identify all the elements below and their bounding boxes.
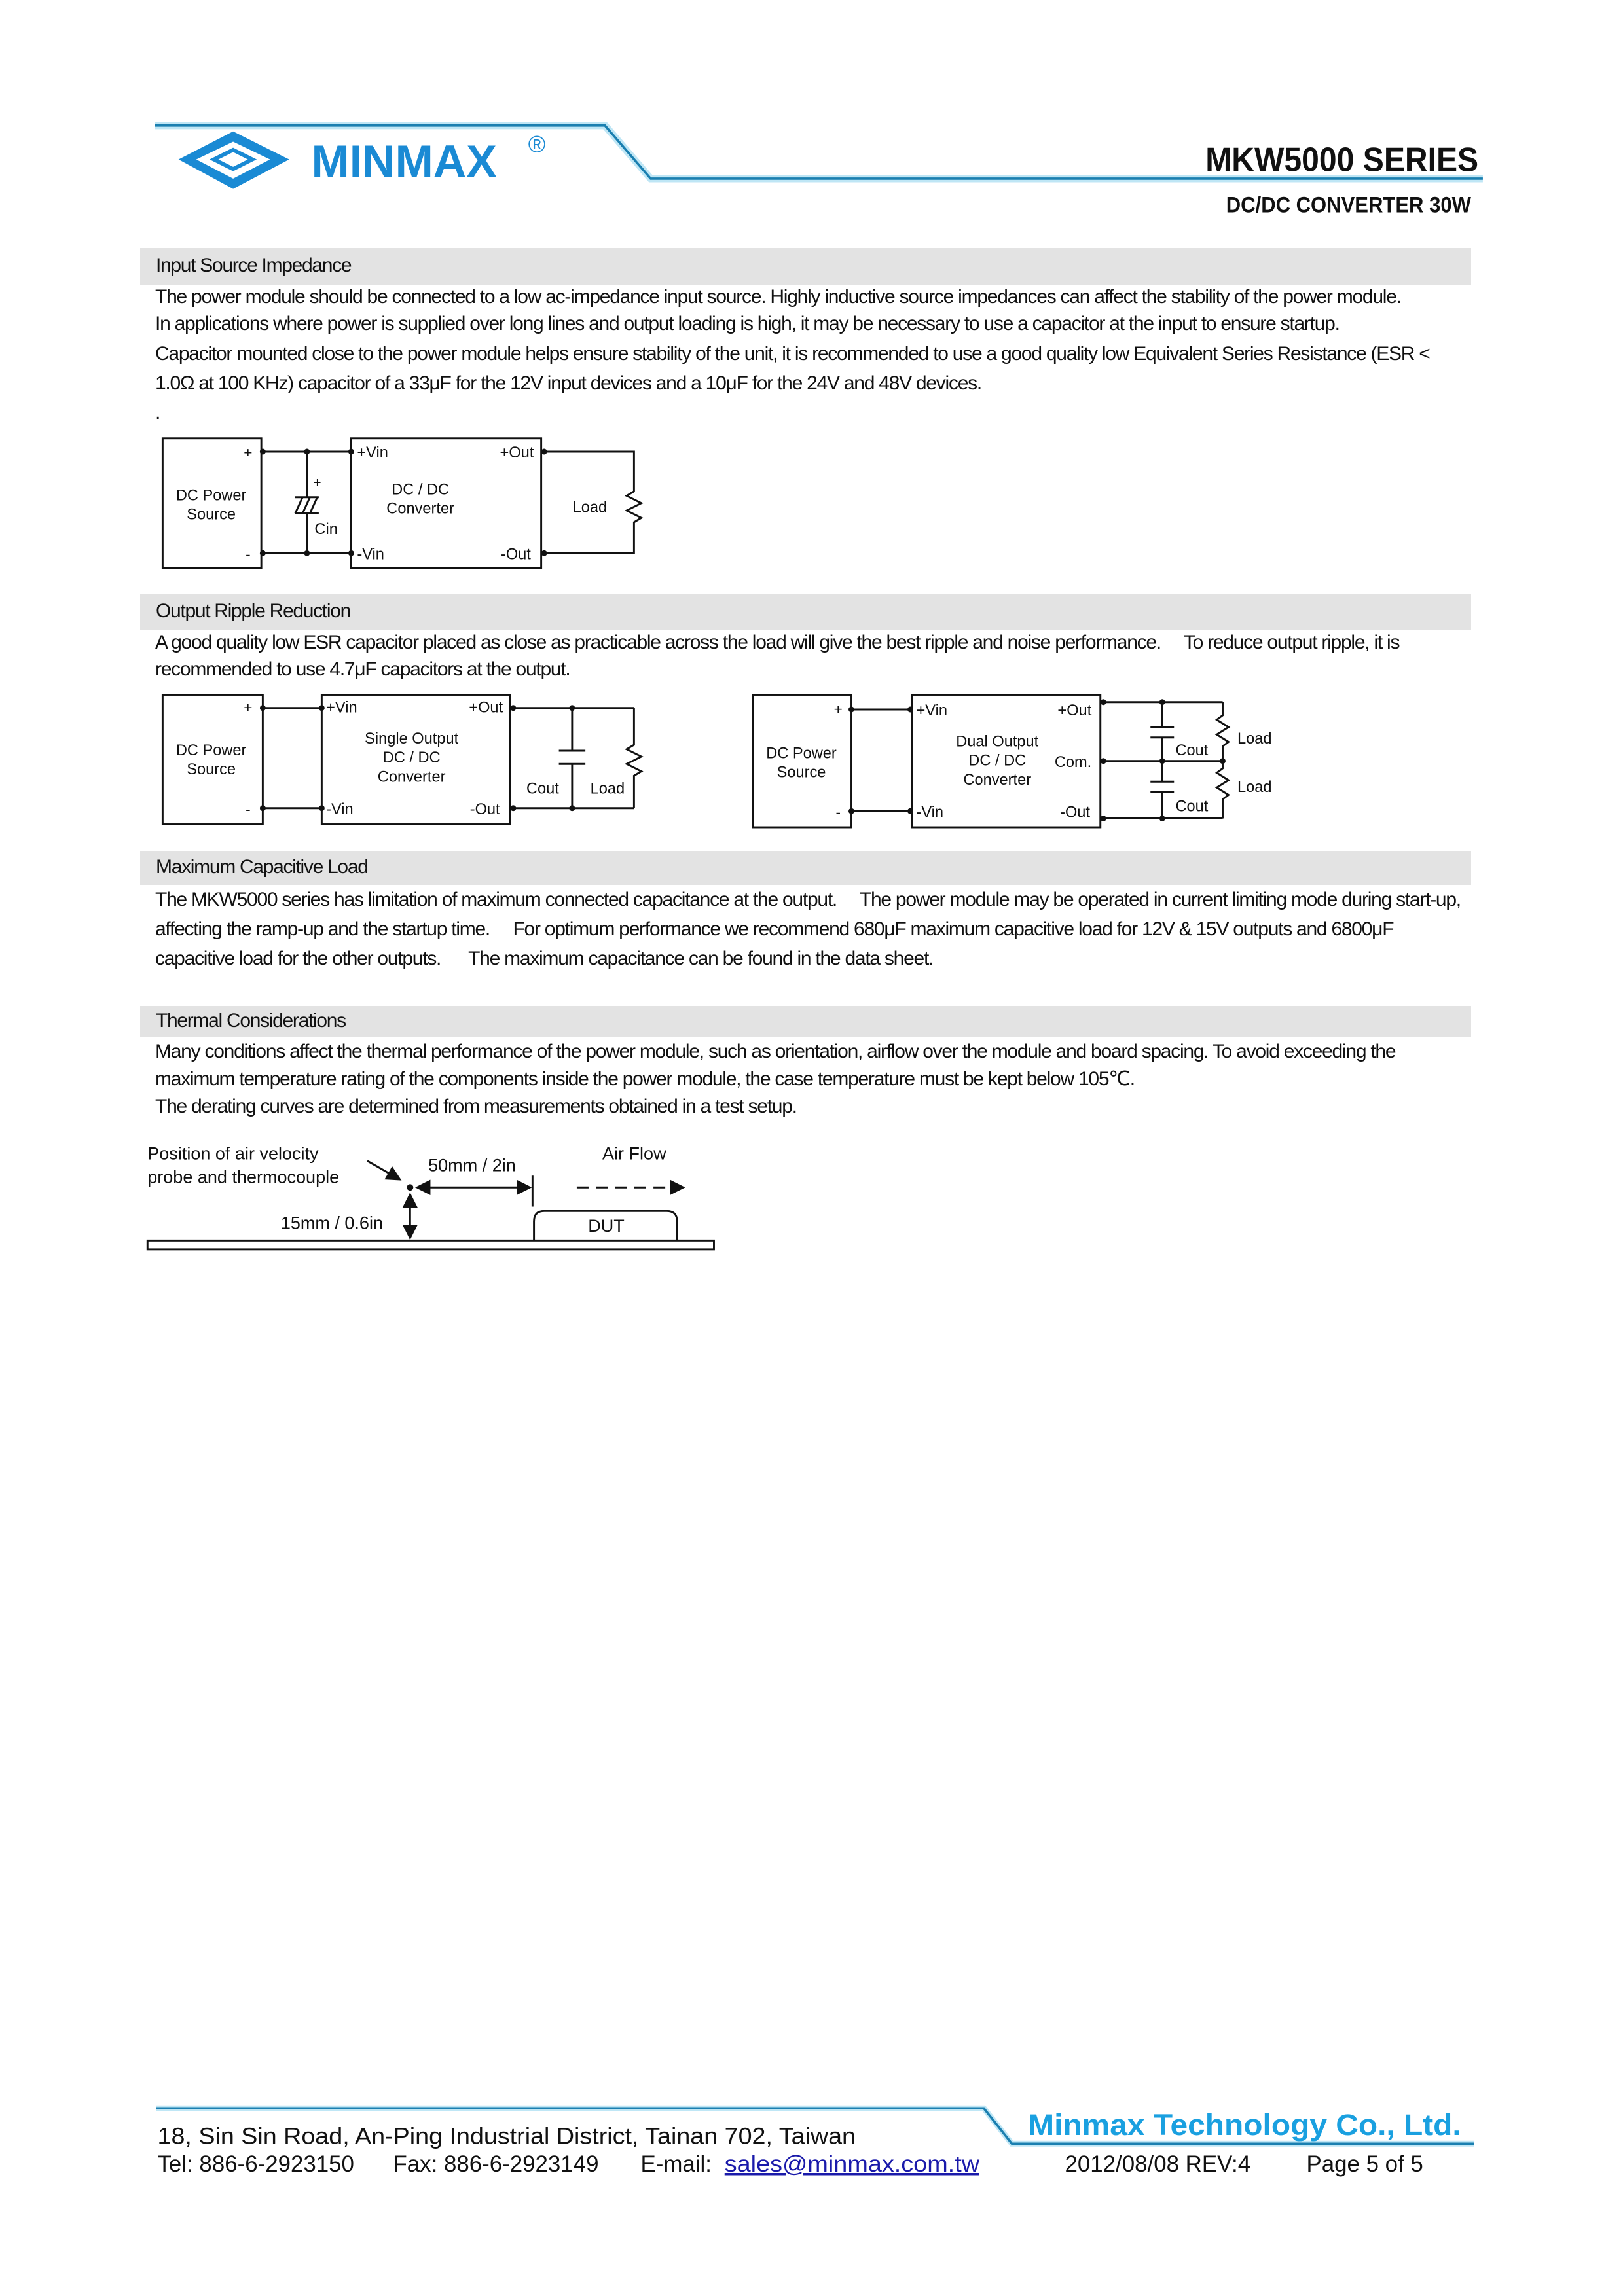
single-output-circuit-diagram (147, 686, 657, 833)
dual-output-circuit-diagram (745, 686, 1276, 833)
vin-minus-label: -Vin (326, 800, 354, 818)
source-plus-label: + (833, 700, 843, 717)
vin-plus-label: +Vin (357, 444, 388, 461)
converter-label: Dual Output (956, 733, 1039, 751)
company-tel: Tel: 886-6-2923150 (157, 2151, 354, 2177)
section-title: Output Ripple Reduction (156, 600, 350, 622)
converter-label: DC / DC (382, 749, 441, 766)
thermal-test-setup-diagram (140, 1128, 723, 1261)
section-header-input-source-impedance (140, 248, 1471, 285)
section-title: Thermal Considerations (156, 1010, 346, 1031)
page-footer (0, 2095, 1623, 2183)
minmax-logo-icon (179, 132, 289, 189)
section-header-thermal-considerations (140, 1006, 1471, 1037)
body-text-line: 1.0Ω at 100 KHz) capacitor of a 33μF for the 12V input devices and a 10μF for the 24V and 48V devices. (155, 372, 981, 394)
email-link[interactable]: sales@minmax.com.tw (724, 2151, 980, 2177)
load-label: Load (1237, 730, 1272, 747)
section-header-output-ripple-reduction (140, 594, 1471, 630)
source-label: Source (776, 764, 826, 781)
body-text-line: affecting the ramp-up and the startup time. For optimum performance we recommend 680μF maximum capacitive load for 12V & 15V outputs and 6800μF (155, 918, 1394, 940)
airflow-label: Air Flow (602, 1143, 666, 1164)
source-minus-label: - (835, 804, 841, 821)
source-plus-label: + (244, 444, 253, 461)
converter-label: Converter (386, 500, 454, 518)
body-text-line: capacitive load for the other outputs. The maximum capacitance can be found in the data sheet. (155, 948, 934, 969)
body-text-line: . (155, 402, 160, 423)
converter-label: DC / DC (968, 752, 1027, 770)
out-minus-label: -Out (1060, 804, 1090, 821)
page-header (0, 0, 1623, 236)
source-label: DC Power (175, 487, 247, 505)
body-text-line: The power module should be connected to a low ac-impedance input source. Highly inductive source impedances can affect the stability of the power module. (155, 286, 1401, 308)
out-minus-label: -Out (469, 800, 500, 818)
out-plus-label: +Out (500, 444, 534, 461)
test-board (147, 1240, 714, 1249)
load-resistor-icon (627, 708, 642, 808)
email-label: E-mail: (640, 2151, 712, 2177)
cout-label: Cout (1175, 798, 1209, 816)
cap-plus-label: + (313, 476, 321, 490)
body-text-line: The derating curves are determined from measurements obtained in a test setup. (155, 1096, 797, 1117)
out-plus-label: +Out (1057, 702, 1092, 719)
body-text-line: A good quality low ESR capacitor placed as close as practicable across the load will give the best ripple and noise performance. To reduce output ripple, it is (155, 632, 1400, 653)
source-label: Source (187, 761, 236, 778)
source-minus-label: - (246, 800, 251, 817)
out-minus-label: -Out (500, 546, 531, 564)
series-title: MKW5000 SERIES (1205, 140, 1479, 179)
vin-plus-label: +Vin (916, 702, 947, 719)
input-capacitor-circuit-diagram (147, 428, 657, 575)
source-label: DC Power (766, 745, 837, 762)
load-label: Load (572, 499, 608, 516)
output-capacitor-icon (559, 708, 586, 808)
source-label: Source (187, 506, 236, 524)
body-text-line: Many conditions affect the thermal performance of the power module, such as orientation, airflow over the module and board spacing. To avoid exceeding the (155, 1041, 1396, 1062)
product-subtitle: DC/DC CONVERTER 30W (1226, 192, 1471, 218)
out-plus-label: +Out (469, 699, 503, 717)
converter-label: Converter (377, 768, 446, 786)
source-label: DC Power (175, 742, 247, 759)
source-minus-label: - (246, 546, 251, 563)
registered-mark: ® (528, 130, 546, 158)
probe-label: Position of air velocity (147, 1143, 319, 1164)
vin-minus-label: -Vin (357, 546, 384, 564)
probe-point-icon (407, 1184, 413, 1191)
load-label: Load (1237, 779, 1272, 796)
probe-label: probe and thermocouple (147, 1167, 340, 1187)
page-number: Page 5 of 5 (1306, 2151, 1423, 2177)
body-text-line: maximum temperature rating of the components inside the power module, the case temperature must be kept below 105℃. (155, 1068, 1135, 1090)
cin-label: Cin (314, 521, 338, 538)
section-title: Maximum Capacitive Load (156, 856, 368, 878)
converter-label: DC / DC (392, 481, 450, 499)
vin-minus-label: -Vin (916, 804, 944, 821)
converter-label: Single Output (365, 730, 459, 747)
section-header-maximum-capacitive-load (140, 851, 1471, 885)
revision-date: 2012/08/08 REV:4 (1065, 2151, 1251, 2177)
company-name: Minmax Technology Co., Ltd. (1028, 2108, 1461, 2142)
company-fax: Fax: 886-6-2923149 (393, 2151, 599, 2177)
load-label: Load (590, 780, 625, 798)
vin-plus-label: +Vin (326, 699, 357, 717)
common-label: Com. (1054, 753, 1092, 771)
cout-label: Cout (526, 780, 559, 798)
distance-label: 50mm / 2in (428, 1155, 516, 1175)
body-text-line: The MKW5000 series has limitation of maximum connected capacitance at the output. The power module may be operated in current limiting mode during start-up, (155, 889, 1461, 910)
dut-label: DUT (588, 1215, 625, 1236)
brand-name: MINMAX (311, 135, 497, 187)
section-title: Input Source Impedance (156, 255, 352, 276)
company-address: 18, Sin Sin Road, An-Ping Industrial District, Tainan 702, Taiwan (157, 2123, 856, 2149)
body-text-line: Capacitor mounted close to the power module helps ensure stability of the unit, it is recommended to use a good quality low Equivalent Series Resistance (ESR < (155, 343, 1430, 365)
converter-label: Converter (963, 771, 1032, 789)
cout-label: Cout (1175, 742, 1209, 759)
pointer-arrow-icon (367, 1161, 398, 1179)
body-text-line: recommended to use 4.7μF capacitors at the output. (155, 658, 570, 680)
source-plus-label: + (244, 699, 253, 716)
height-label: 15mm / 0.6in (280, 1213, 383, 1233)
body-text-line: In applications where power is supplied over long lines and output loading is high, it may be necessary to use a capacitor at the input to ensure startup. (155, 313, 1340, 334)
